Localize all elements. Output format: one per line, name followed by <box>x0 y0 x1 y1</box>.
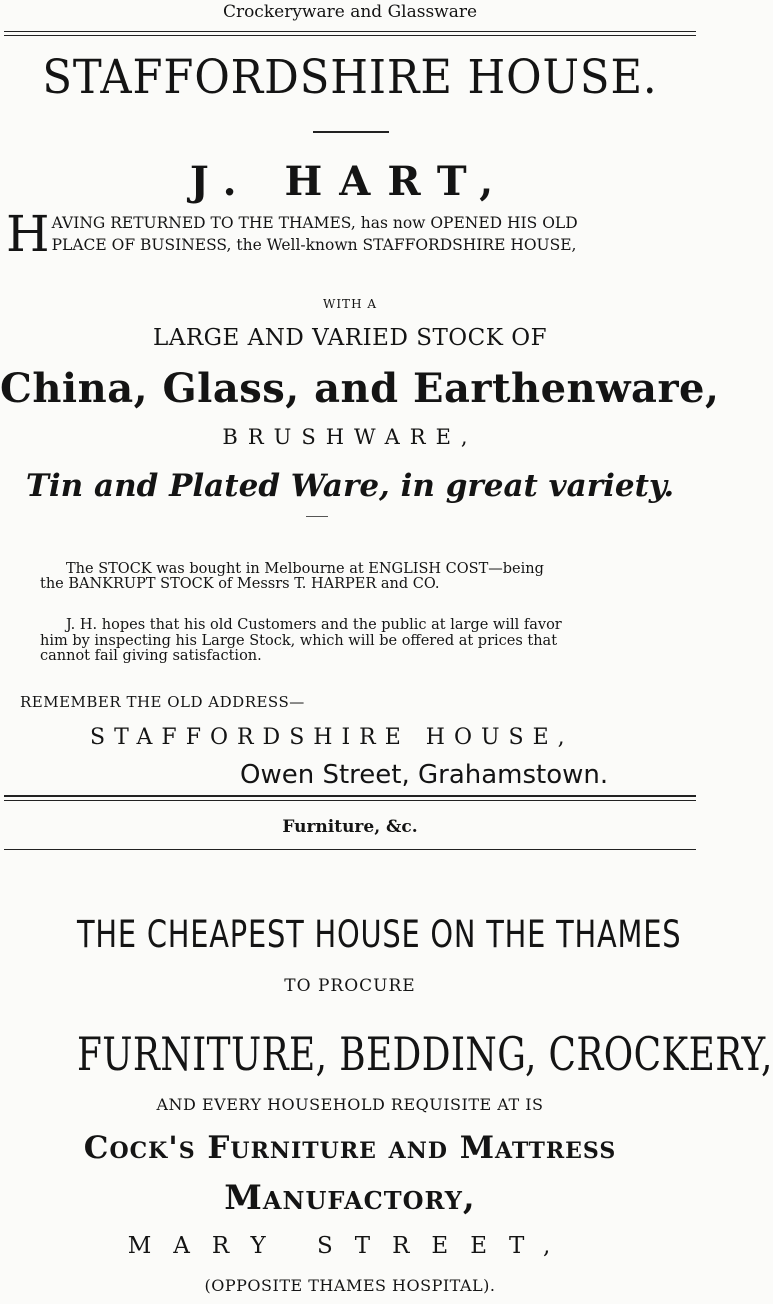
address-house: STAFFORDSHIRE HOUSE, <box>90 725 574 750</box>
ad-title: STAFFORDSHIRE HOUSE. <box>42 50 658 105</box>
manufactory-heading: Manufactory, <box>224 1178 476 1218</box>
business-name: Cock's Furniture and Mattress <box>83 1130 617 1166</box>
section-heading-crockeryware: Crockeryware and Glassware <box>222 2 478 22</box>
location-note: (OPPOSITE THAMES HOSPITAL). <box>204 1276 496 1295</box>
address-street: Owen Street, Grahamstown. <box>240 760 609 790</box>
requisite-text: AND EVERY HOUSEHOLD REQUISITE AT IS <box>156 1095 544 1114</box>
china-glass-heading: China, Glass, and Earthenware, <box>0 365 720 412</box>
paragraph-line: The STOCK was bought in Melbourne at ENGLISH COST—being <box>66 561 544 577</box>
intro-line: AVING RETURNED TO THE THAMES, has now OPENED HIS OLD <box>51 214 578 232</box>
paragraph-line: cannot fail giving satisfaction. <box>40 648 262 664</box>
divider <box>4 800 696 801</box>
furniture-heading: FURNITURE, BEDDING, CROCKERY, <box>77 1027 773 1081</box>
divider <box>4 849 696 850</box>
remember-text: REMEMBER THE OLD ADDRESS— <box>20 693 305 711</box>
tin-plated-heading: Tin and Plated Ware, in great variety. <box>25 468 675 504</box>
paragraph-line: the BANKRUPT STOCK of Messrs T. HARPER and CO. <box>40 576 440 592</box>
customers-paragraph <box>40 618 680 665</box>
short-divider <box>313 131 389 133</box>
intro-line: PLACE OF BUSINESS, the Well-known STAFFORDSHIRE HOUSE, <box>51 236 577 254</box>
section-heading-furniture: Furniture, &c. <box>282 817 418 837</box>
small-mark <box>306 516 328 517</box>
divider <box>4 31 696 32</box>
drop-cap: H <box>6 205 50 263</box>
cheapest-heading: THE CHEAPEST HOUSE ON THE THAMES <box>77 913 682 956</box>
paragraph-line: J. H. hopes that his old Customers and the public at large will favor <box>66 617 562 633</box>
intro-paragraph <box>6 205 696 263</box>
stock-paragraph <box>40 562 680 592</box>
paragraph-line: him by inspecting his Large Stock, which will be offered at prices that <box>40 632 558 649</box>
street-address: MARY STREET, <box>127 1233 573 1259</box>
stock-heading: LARGE AND VARIED STOCK OF <box>152 325 548 351</box>
with-text: WITH A <box>322 297 378 311</box>
brushware-heading: BRUSHWARE, <box>222 425 478 449</box>
proprietor-name: J. HART, <box>189 158 511 205</box>
procure-text: TO PROCURE <box>284 976 416 996</box>
divider <box>4 35 696 36</box>
divider <box>4 795 696 797</box>
